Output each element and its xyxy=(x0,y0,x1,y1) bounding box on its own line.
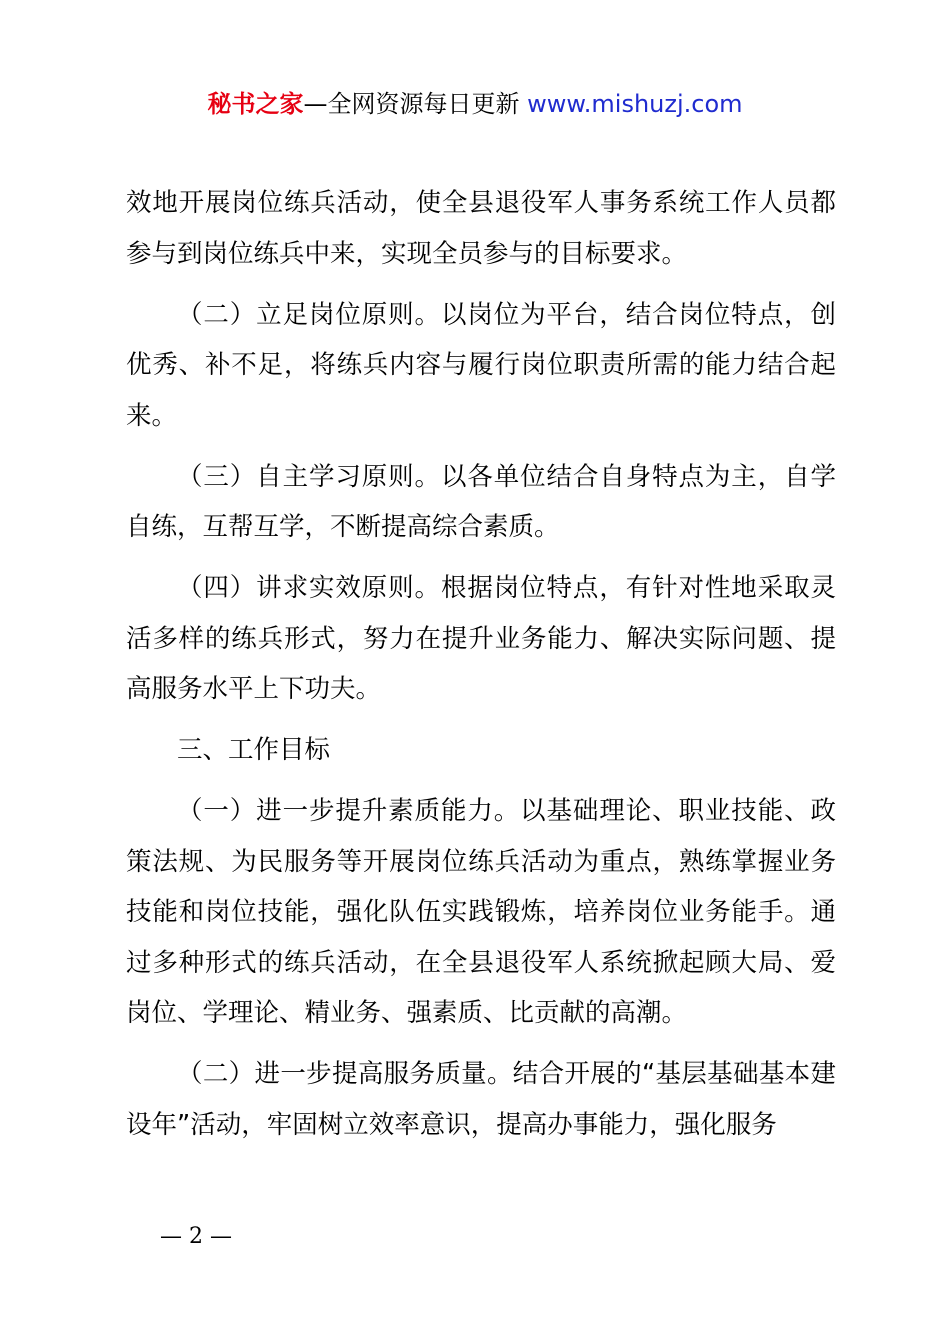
document-body xyxy=(126,178,836,1150)
brand-name: 秘书之家 xyxy=(207,90,304,118)
banner-tagline: —全网资源每日更新 xyxy=(303,90,528,118)
paragraph-continuation: 效地开展岗位练兵活动，使全县退役军人事务系统工作人员都参与到岗位练兵中来，实现全员参与的目标要求。 xyxy=(126,188,836,269)
paragraph-goal-2: （二）进一步提高服务质量。结合开展的“基层基础基本建设年”活动，牢固树立效率意识，提高办事能力，强化服务 xyxy=(126,1059,836,1140)
site-banner xyxy=(0,86,950,122)
section-heading-goals: 三、工作目标 xyxy=(177,735,331,765)
page-number: — 2 — xyxy=(160,1224,232,1249)
paragraph-principle-2: （二）立足岗位原则。以岗位为平台，结合岗位特点，创优秀、补不足，将练兵内容与履行岗位职责所需的能力结合起来。 xyxy=(126,299,836,431)
paragraph-principle-4: （四）讲求实效原则。根据岗位特点，有针对性地采取灵活多样的练兵形式，努力在提升业务能力、解决实际问题、提高服务水平上下功夫。 xyxy=(126,573,836,704)
site-url-link[interactable]: www.mishuzj.com xyxy=(527,90,743,118)
paragraph-goal-1: （一）进一步提升素质能力。以基础理论、职业技能、政策法规、为民服务等开展岗位练兵活动为重点，熟练掌握业务技能和岗位技能，强化队伍实践锻炼，培养岗位业务能手。通过多种形式的练兵活动，在全县退役军人系统掀起顾大局、爱岗位、学理论、精业务、强素质、比贡献的高潮。 xyxy=(126,796,836,1028)
paragraph-principle-3: （三）自主学习原则。以各单位结合自身特点为主，自学自练，互帮互学，不断提高综合素质。 xyxy=(126,461,836,542)
